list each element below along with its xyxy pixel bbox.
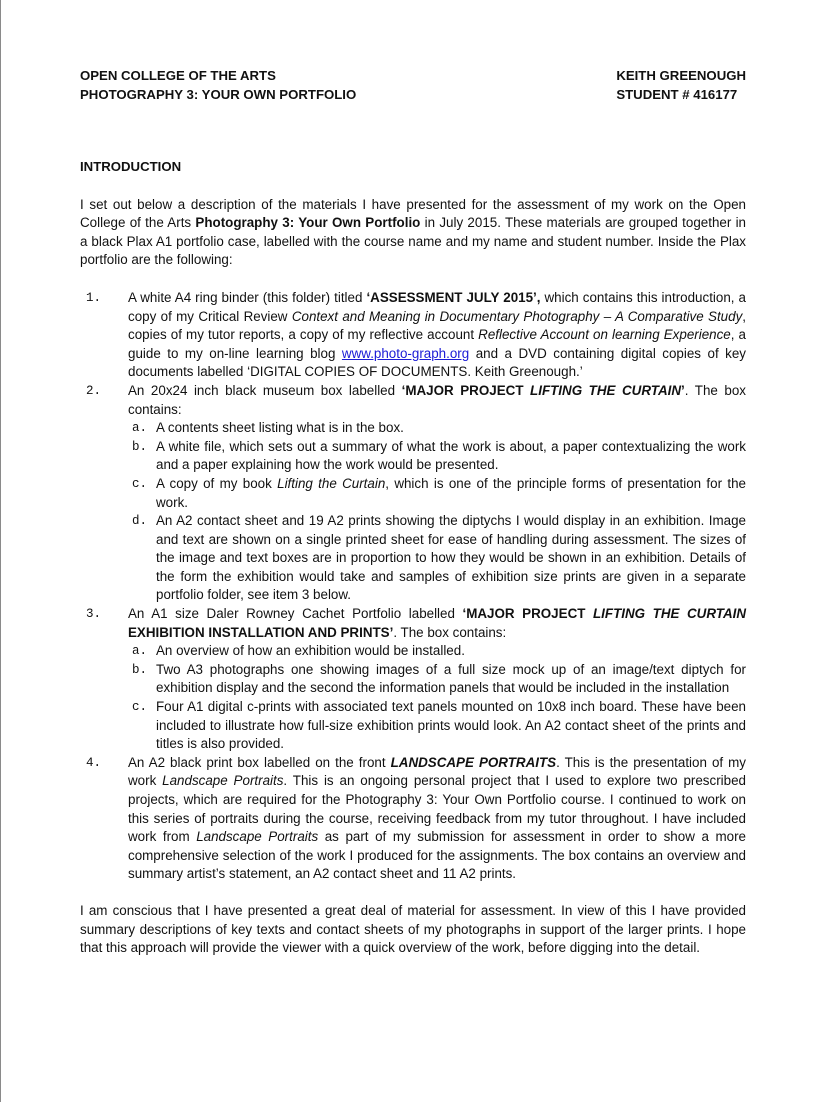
item-bold: EXHIBITION INSTALLATION AND PRINTS’: [128, 624, 394, 640]
sub-item-text: An A2 contact sheet and 19 A2 prints showing the diptychs I would display in an exhibition. Image and text are shown on a single printed sheet for ease of handling during assessment. The sizes of the image and text boxes are in proportion to how they would be shown in an exhibition. Details of the form the exhibition would take and samples of exhibition size prints are given in a separate portfolio folder, see item 3 below.: [156, 513, 746, 603]
sub-item: [128, 438, 746, 475]
list-item-3: [80, 605, 746, 754]
sub-list: [128, 642, 746, 754]
intro-text: in July 2015. These materials are grouped together in a black Plax A1 portfolio case, labelled with the course name and my name and student number. Inside the Plax portfolio are the following:: [80, 215, 747, 268]
sub-item-text: Two A3 photographs one showing images of a full size mock up of an image/text diptych for exhibition display and the second the information panels that would be included in the installation: [156, 661, 746, 696]
page-edge: [0, 0, 1, 1102]
college-name: OPEN COLLEGE OF THE ARTS: [80, 68, 276, 83]
sub-item-text: , which is one of the principle forms of presentation for the work.: [156, 475, 746, 510]
sub-item-letter: d.: [132, 514, 148, 529]
item-text: An 20x24 inch black museum box labelled: [128, 382, 402, 398]
sub-item: [128, 642, 746, 661]
item-number: 2.: [86, 383, 102, 398]
item-text: which contains this introduction, a copy of my Critical Review: [128, 289, 746, 324]
item-text: . This is an ongoing personal project that I used to explore two prescribed projects, which are required for the Photography 3: Your Own Portfolio course. I continued to work on this series of portraits during the course, receiving feedback from my tutor throughout. I have included work from: [128, 773, 746, 845]
item-number: 3.: [86, 607, 102, 622]
sub-item-letter: a.: [132, 421, 148, 436]
item-text: A white A4 ring binder (this folder) titled: [128, 289, 367, 305]
sub-item-letter: b.: [132, 439, 148, 454]
sub-item-text: A contents sheet listing what is in the box.: [156, 420, 404, 436]
item-italic: Landscape Portraits: [162, 773, 284, 789]
sub-item: [128, 698, 746, 754]
item-text: An A1 size Daler Rowney Cachet Portfolio labelled: [128, 606, 463, 622]
document-header: [80, 66, 746, 104]
materials-list: [80, 289, 746, 884]
item-bold: ‘MAJOR PROJECT: [462, 606, 593, 622]
item-bold-italic: LIFTING THE CURTAIN: [593, 606, 747, 622]
intro-course-bold: Photography 3: Your Own Portfolio: [195, 215, 421, 231]
sub-item-letter: c.: [132, 476, 148, 491]
sub-list: [128, 419, 746, 605]
list-item-2: [80, 382, 746, 605]
item-number: 1.: [86, 290, 102, 305]
sub-item-text: An overview of how an exhibition would be installed.: [156, 643, 465, 659]
item-text: , copies of my tutor reports, a copy of my reflective account: [128, 308, 746, 343]
closing-paragraph: I am conscious that I have presented a great deal of material for assessment. In view of this I have provided summary descriptions of key texts and contact sheets of my photographs in support of the larger prints. I hope that this approach will provide the viewer with a quick overview of the work, before digging into the detail.: [80, 902, 746, 956]
student-number: STUDENT # 416177: [616, 87, 738, 102]
item-bold-italic: LIFTING THE CURTAIN: [530, 382, 682, 398]
item-italic: Context and Meaning in Documentary Photography – A Comparative Study: [291, 308, 743, 324]
sub-item-letter: b.: [132, 662, 148, 677]
intro-paragraph: [80, 196, 746, 270]
sub-item-text: A copy of my book: [156, 475, 278, 491]
item-bold: ‘ASSESSMENT JULY 2015’,: [366, 289, 541, 305]
item-bold-italic: LANDSCAPE PORTRAITS: [390, 754, 557, 770]
list-item-4: [80, 754, 746, 884]
item-text: . This is the presentation of my work: [128, 754, 746, 789]
sub-item-italic: Lifting the Curtain: [277, 475, 386, 491]
item-text: An A2 black print box labelled on the front: [128, 754, 391, 770]
item-italic: Landscape Portraits: [196, 829, 319, 845]
sub-item: [128, 512, 746, 605]
sub-item-letter: c.: [132, 700, 148, 715]
sub-item: [128, 475, 746, 512]
item-number: 4.: [86, 755, 102, 770]
item-text: . The box contains:: [128, 382, 746, 417]
blog-link[interactable]: www.photo-graph.org: [341, 345, 470, 361]
sub-item-text: A white file, which sets out a summary of what the work is about, a paper contextualizing the work and a paper explaining how the work would be presented.: [156, 438, 746, 473]
header-left: [80, 66, 356, 104]
item-text: . The box contains:: [393, 624, 507, 640]
item-bold: ’: [681, 382, 685, 398]
course-name: PHOTOGRAPHY 3: YOUR OWN PORTFOLIO: [80, 87, 357, 102]
sub-item: [128, 661, 746, 698]
document-page: [80, 66, 746, 958]
sub-item-text: Four A1 digital c-prints with associated text panels mounted on 10x8 inch board. These have been included to illustrate how full-size exhibition prints would look. An A2 contact sheet of the prints and titles is also provided.: [156, 699, 746, 752]
header-right: [616, 66, 746, 104]
section-title: INTRODUCTION: [80, 159, 182, 174]
item-text: , a guide to my on-line learning blog: [128, 327, 746, 361]
list-item-1: [80, 289, 746, 382]
item-text: and a DVD containing digital copies of key documents labelled ‘DIGITAL COPIES OF DOCUMENTS. Keith Greenough.’: [128, 345, 746, 380]
sub-item: [128, 419, 746, 438]
intro-text: I set out below a description of the materials I have presented for the assessment of my work on the Open College of the Arts: [80, 196, 746, 231]
student-name: KEITH GREENOUGH: [616, 68, 746, 83]
item-text: as part of my submission for assessment in order to show a more comprehensive selection of the work I produced for the assignments. The box contains an overview and summary artist’s statement, an A2 contact sheet and 11 A2 prints.: [128, 829, 746, 882]
item-italic: Reflective Account on learning Experience: [478, 327, 731, 343]
item-bold: ‘MAJOR PROJECT: [401, 382, 531, 398]
sub-item-letter: a.: [132, 644, 148, 659]
